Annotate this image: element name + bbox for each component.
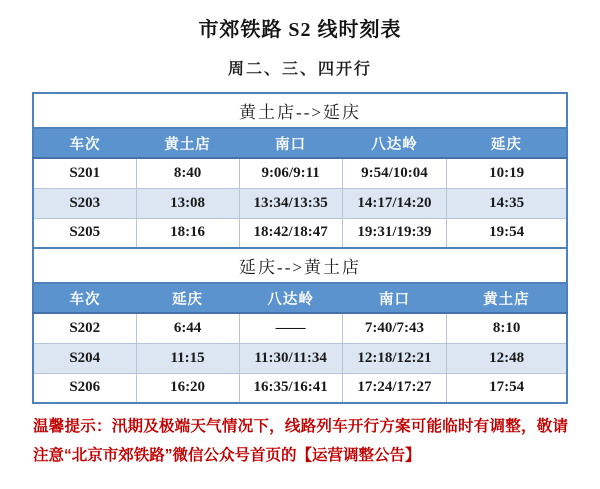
cell-time: 9:06/9:11 — [239, 158, 342, 188]
cell-time: 12:18/12:21 — [342, 343, 447, 373]
train-number: S202 — [33, 313, 136, 343]
column-header-station: 延庆 — [136, 283, 239, 313]
cell-time: 14:35 — [447, 188, 567, 218]
column-header-station: 延庆 — [447, 128, 567, 158]
table-row — [33, 218, 567, 248]
direction-header-inbound — [33, 248, 567, 283]
column-header-station: 南口 — [239, 128, 342, 158]
column-header-row — [33, 128, 567, 158]
cell-time: 19:31/19:39 — [342, 218, 447, 248]
direction-label: 延庆-->黄土店 — [33, 248, 567, 283]
cell-time: 8:40 — [136, 158, 239, 188]
cell-time: 16:35/16:41 — [239, 373, 342, 403]
column-header-station: 黄土店 — [447, 283, 567, 313]
direction-label: 黄土店-->延庆 — [33, 93, 567, 128]
column-header-station: 八达岭 — [239, 283, 342, 313]
cell-time: —— — [239, 313, 342, 343]
train-number: S205 — [33, 218, 136, 248]
cell-time: 14:17/14:20 — [342, 188, 447, 218]
column-header-station: 黄土店 — [136, 128, 239, 158]
table-row — [33, 373, 567, 403]
table-row — [33, 343, 567, 373]
column-header-train: 车次 — [33, 128, 136, 158]
notice-text: 温馨提示：汛期及极端天气情况下，线路列车开行方案可能临时有调整，敬请注意“北京市郊铁路”微信公众号首页的【运营调整公告】 — [33, 418, 568, 464]
direction-header-outbound — [33, 93, 567, 128]
cell-time: 13:34/13:35 — [239, 188, 342, 218]
cell-time: 16:20 — [136, 373, 239, 403]
cell-time: 17:54 — [447, 373, 567, 403]
cell-time: 7:40/7:43 — [342, 313, 447, 343]
operating-days: 周二、三、四开行 — [227, 61, 372, 78]
train-number: S201 — [33, 158, 136, 188]
train-number: S204 — [33, 343, 136, 373]
train-number: S206 — [33, 373, 136, 403]
table-row — [33, 158, 567, 188]
cell-time: 18:16 — [136, 218, 239, 248]
column-header-train: 车次 — [33, 283, 136, 313]
cell-time: 13:08 — [136, 188, 239, 218]
column-header-row — [33, 283, 567, 313]
cell-time: 18:42/18:47 — [239, 218, 342, 248]
table-row — [33, 313, 567, 343]
cell-time: 17:24/17:27 — [342, 373, 447, 403]
column-header-station: 八达岭 — [342, 128, 447, 158]
cell-time: 6:44 — [136, 313, 239, 343]
cell-time: 12:48 — [447, 343, 567, 373]
column-header-station: 南口 — [342, 283, 447, 313]
cell-time: 11:30/11:34 — [239, 343, 342, 373]
cell-time: 19:54 — [447, 218, 567, 248]
train-number: S203 — [33, 188, 136, 218]
s2-timetable — [32, 92, 568, 404]
cell-time: 8:10 — [447, 313, 567, 343]
cell-time: 10:19 — [447, 158, 567, 188]
cell-time: 9:54/10:04 — [342, 158, 447, 188]
table-row — [33, 188, 567, 218]
cell-time: 11:15 — [136, 343, 239, 373]
page-title: 市郊铁路 S2 线时刻表 — [198, 19, 402, 41]
